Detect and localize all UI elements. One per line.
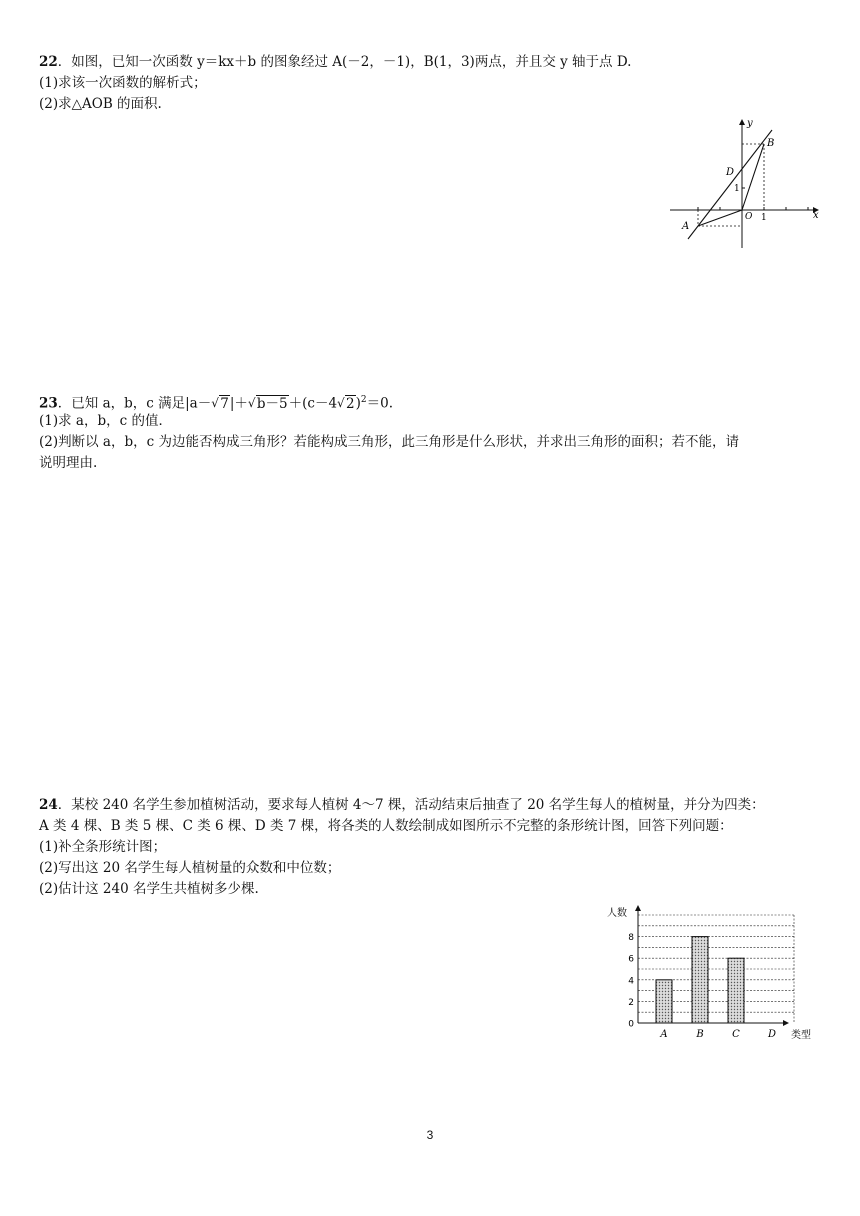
chart-y-tick-label: 8 [628,933,634,944]
q23-number: 23 [39,395,58,412]
q24-stem-text: ．某校 240 名学生参加植树活动，要求每人植树 4～7 棵，活动结束后抽查了 20 名学生每人的植树量，并分为四类： [57,797,765,813]
axis-y-label: y [747,118,753,129]
chart-x-axis-label: 类型 [791,1030,811,1041]
q23-text-4: ) [355,395,361,412]
q23-stem [39,390,393,414]
point-b-label: B [767,138,775,149]
chart-x-labels [659,1029,776,1040]
chart-x-tick-label: C [732,1029,740,1040]
q22-part2: (2)求△AOB 的面积. [39,96,162,112]
chart-bar-b [692,937,708,1023]
q24-part2: (2)写出这 20 名学生每人植树量的众数和中位数； [39,860,341,876]
q24-part3: (2)估计这 240 名学生共植树多少棵. [39,881,259,897]
q23-square: 2 [360,395,367,405]
chart-x-tick-label: D [767,1029,777,1040]
chart-y-tick-label: 6 [628,954,634,965]
chart-bar-a [656,980,672,1023]
q22-stem-text: ．如图，已知一次函数 y＝kx＋b 的图象经过 A(－2，－1)，B(1，3)两点，并且交 y 轴于点 D. [57,54,632,70]
x-tick-1-label: 1 [761,213,767,223]
q23-sqrt-b [248,394,289,414]
q22-stem [39,52,631,72]
q23-radicand-7: 7 [220,395,229,412]
q23-part2-line2: 说明理由. [39,455,98,471]
chart-x-tick-label: A [660,1029,668,1040]
q23-text-2: |＋ [229,395,248,412]
q23-radicand-b: b－5 [256,395,288,412]
chart-y-tick-label: 4 [628,976,634,987]
q23-part2-line1: (2)判断以 a，b，c 为边能否构成三角形？若能构成三角形，此三角形是什么形状，并求出三角形的面积；若不能，请 [39,434,739,450]
q23-part1: (1)求 a，b，c 的值． [39,413,172,429]
y-tick-1-label: 1 [734,184,740,194]
q22-part1: (1)求该一次函数的解析式； [39,75,207,91]
origin-label: O [745,212,753,222]
q24-number: 24 [39,797,58,813]
chart-x-tick-label: B [696,1029,704,1040]
line-ab [688,130,775,239]
q24-stem-line1 [39,795,765,815]
point-a-label: A [682,221,690,232]
q23-text-3: ＋(c－4 [288,395,338,412]
chart-bar-c [728,958,744,1023]
q23-text-5: ＝0. [366,395,394,412]
q23-radicand-2: 2 [346,395,355,412]
axis-x-label: x [813,210,819,221]
q23-text-1: ．已知 a，b，c 满足|a－ [57,395,212,412]
chart-y-tick-label: 2 [628,997,634,1008]
q24-part1: (1)补全条形统计图； [39,839,167,855]
q24-stem-line2: A 类 4 棵、B 类 5 棵、C 类 6 棵、D 类 7 棵，将各类的人数绘制成如图所示不完整的条形统计图，回答下列问题： [39,818,733,834]
q23-sqrt-7 [211,394,230,414]
chart-y-tick-label: 0 [628,1019,634,1030]
chart-y-axis-label: 人数 [607,908,627,919]
q22-number: 22 [39,54,58,70]
q22-coordinate-figure [668,114,828,254]
page-number: 3 [426,1128,434,1142]
q23-sqrt-2 [337,394,356,414]
chart-y-ticks [628,933,634,1029]
q24-bar-chart [604,900,824,1045]
chart-bars [656,937,744,1023]
point-d-label: D [726,167,735,178]
